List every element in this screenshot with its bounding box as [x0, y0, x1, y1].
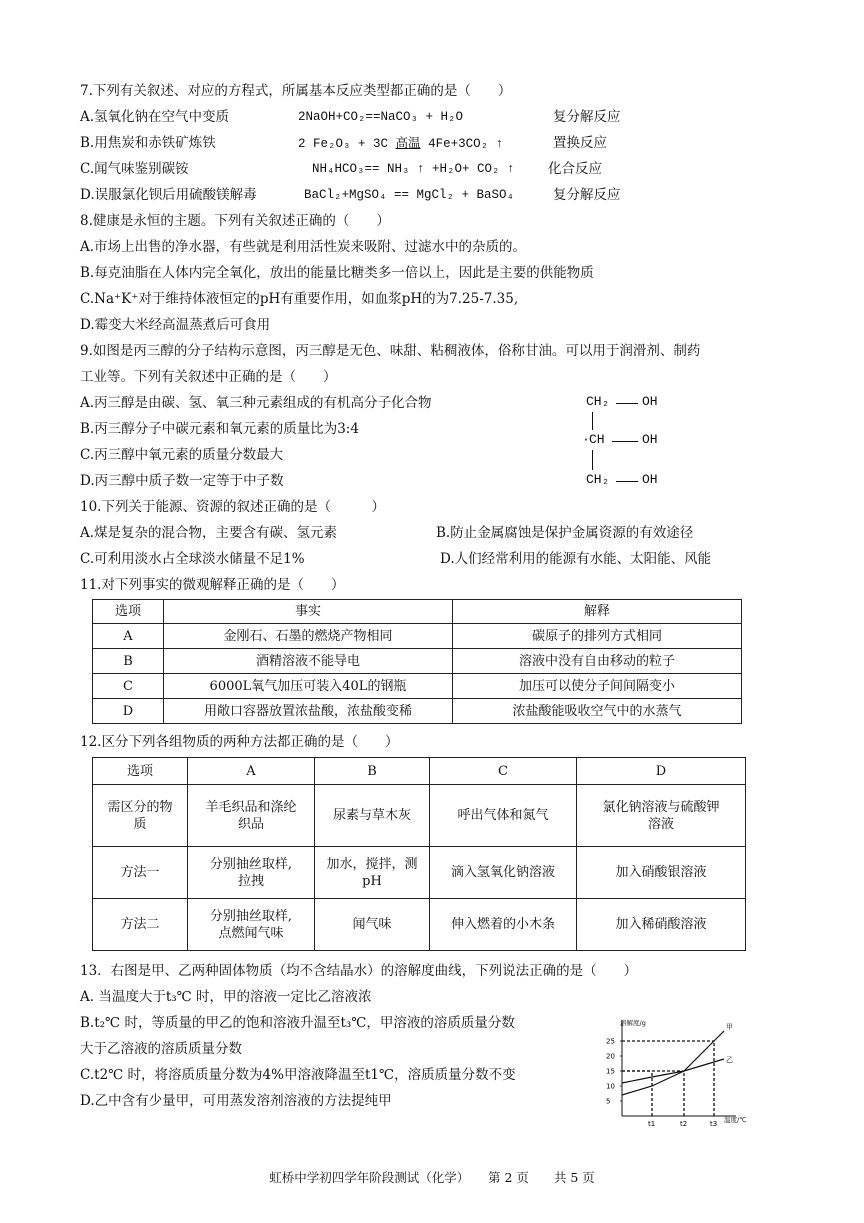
- q13-option-a: A. 当温度大于t₃℃ 时，甲的溶液一定比乙溶液浓: [80, 989, 372, 1005]
- table-row: [93, 674, 742, 699]
- q11-header-explanation: 解释: [453, 600, 742, 624]
- q12-header-d: D: [577, 758, 746, 785]
- q11-cell: 溶液中没有自由移动的粒子: [453, 649, 742, 674]
- x-tick-label: t1: [648, 1120, 656, 1128]
- q12-cell: [577, 899, 746, 951]
- structure-oh-middle: OH: [642, 432, 658, 447]
- cell-line: 织品: [237, 816, 264, 832]
- q12-cell: [188, 785, 315, 847]
- bond-top-oh: [616, 403, 638, 404]
- q12-cell: [430, 899, 577, 951]
- q12-cell: [430, 785, 577, 847]
- cell-line: 加入硝酸银溶液: [615, 865, 707, 880]
- q11-table: [92, 599, 742, 724]
- q7-option-c-type: 化合反应: [548, 161, 602, 177]
- y-axis-label: 溶解度/g: [620, 1019, 646, 1027]
- q7-option-a-equation: 2NaOH+CO₂==NaCO₃ + H₂O: [298, 110, 464, 124]
- q13-stem: 13．右图是甲、乙两种固体物质（均不含结晶水）的溶解度曲线，下列说法正确的是（ ）: [80, 963, 638, 979]
- cell-line: 分别抽丝取样,: [209, 856, 293, 872]
- cell-line: 加入稀硝酸溶液: [615, 917, 707, 932]
- x-tick-label: t3: [710, 1120, 718, 1128]
- q9-stem-line1: 9.如图是丙三醇的分子结构示意图，丙三醇是无色、味甜、粘稠液体，俗称甘油。可以用于润滑剂、制药: [80, 343, 701, 359]
- table-row: [93, 649, 742, 674]
- q7-option-d: D.误服氯化钡后用硫酸镁解毒: [80, 187, 257, 203]
- q12-header-b: B: [315, 758, 430, 785]
- q11-cell: 碳原子的排列方式相同: [453, 624, 742, 649]
- x-axis-label: 温度/℃: [724, 1116, 747, 1124]
- q11-header-fact: 事实: [164, 600, 453, 624]
- q7-option-a-type: 复分解反应: [553, 109, 621, 125]
- series-label: 乙: [726, 1056, 733, 1064]
- q11-cell: C: [93, 674, 164, 699]
- cell-line: 滴入氢氧化钠溶液: [450, 865, 555, 880]
- q11-header-option: 选项: [93, 600, 164, 624]
- cell-line: 溶液: [647, 816, 674, 832]
- q7-stem: 7.下列有关叙述、对应的方程式，所属基本反应类型都正确的是（ ）: [80, 83, 512, 99]
- table-row: [93, 699, 742, 724]
- q12-cell: [93, 899, 188, 951]
- q10-option-d: D.人们经常利用的能源有水能、太阳能、风能: [440, 551, 712, 567]
- q11-cell: B: [93, 649, 164, 674]
- table-header-row: [93, 600, 742, 624]
- q11-cell: 6000L氧气加压可装入40L的钢瓶: [164, 674, 453, 699]
- bond-middle-oh: [612, 441, 638, 442]
- q13-option-b-line1: B.t₂℃ 时，等质量的甲乙的饱和溶液升温至t₃℃，甲溶液的溶质质量分数: [80, 1015, 515, 1031]
- y-tick-label: 25: [606, 1037, 615, 1046]
- glycerol-structure: [582, 394, 676, 494]
- cell-line: 呼出气体和氮气: [457, 808, 549, 823]
- y-tick-label: 15: [606, 1067, 615, 1076]
- q7-b-eq-condition: 高温: [395, 135, 421, 150]
- q12-header-c: C: [430, 758, 577, 785]
- q11-cell: 酒精溶液不能导电: [164, 649, 453, 674]
- q7-b-eq-right: 4Fe+3CO₂ ↑: [428, 137, 504, 151]
- table-row: [93, 785, 746, 847]
- q10-option-b: B.防止金属腐蚀是保护金属资源的有效途径: [436, 525, 694, 541]
- cell-line: 质: [133, 816, 147, 832]
- q9-option-c: C.丙三醇中氧元素的质量分数最大: [80, 447, 284, 463]
- cell-line: 氯化钠溶液与硫酸钾: [602, 799, 720, 815]
- q11-cell: A: [93, 624, 164, 649]
- q8-option-d: D.霉变大米经高温蒸煮后可食用: [80, 317, 271, 333]
- table-row: [93, 899, 746, 951]
- q7-option-d-type: 复分解反应: [553, 187, 621, 203]
- cell-line: 分别抽丝取样,: [209, 908, 293, 924]
- page-footer: 虹桥中学初四学年阶段测试（化学） 第 2 页 共 5 页: [269, 1170, 595, 1185]
- q12-cell: [188, 847, 315, 899]
- y-tick-label: 20: [606, 1052, 615, 1061]
- y-tick-label: 10: [606, 1082, 615, 1091]
- q7-b-eq-left: 2 Fe₂O₃ + 3C: [298, 137, 389, 151]
- cell-line: 方法一: [120, 865, 160, 880]
- q7-option-a: A.氢氧化钠在空气中变质: [80, 109, 230, 125]
- bond-c1-c2: [592, 412, 593, 430]
- structure-oh-bottom: OH: [642, 472, 658, 487]
- cell-line: 尿素与草木灰: [332, 808, 411, 823]
- structure-ch-middle: CH: [589, 432, 605, 447]
- q12-cell: [430, 847, 577, 899]
- q9-option-b: B.丙三醇分子中碳元素和氧元素的质量比为3:4: [80, 421, 359, 437]
- q12-header-a: A: [188, 758, 315, 785]
- cell-line: 拉拽: [237, 873, 264, 889]
- cell-line: 方法二: [120, 917, 160, 932]
- q7-option-d-equation: BaCl₂+MgSO₄ == MgCl₂ + BaSO₄: [304, 188, 515, 202]
- q12-cell: [577, 847, 746, 899]
- q13-option-b-line2: 大于乙溶液的溶质质量分数: [80, 1041, 242, 1057]
- structure-oh-top: OH: [642, 394, 658, 409]
- q12-cell: [315, 899, 430, 951]
- q10-option-a: A.煤是复杂的混合物，主要含有碳、氢元素: [80, 525, 338, 541]
- q11-stem: 11.对下列事实的微观解释正确的是（ ）: [80, 577, 345, 593]
- q12-stem: 12.区分下列各组物质的两种方法都正确的是（ ）: [80, 734, 399, 750]
- cell-line: 闻气味: [352, 917, 392, 932]
- q8-option-a: A.市场上出售的净水器，有些就是利用活性炭来吸附、过滤水中的杂质的。: [80, 239, 527, 255]
- structure-ch2-top: CH₂: [586, 394, 610, 409]
- q8-option-c: C.Na⁺K⁺对于维持体液恒定的pH有重要作用，如血浆pH的为7.25-7.35,: [80, 291, 519, 307]
- q9-stem-line2: 工业等。下列有关叙述中正确的是（ ）: [80, 369, 337, 385]
- q12-cell: [188, 899, 315, 951]
- cell-line: 点燃闻气味: [218, 925, 284, 941]
- structure-ch2-bottom: CH₂: [586, 472, 610, 487]
- q12-cell: [93, 785, 188, 847]
- q12-cell: [315, 847, 430, 899]
- q12-header-option: 选项: [93, 758, 188, 785]
- q7-option-c: C.闻气味鉴别碳铵: [80, 161, 189, 177]
- q12-table: [92, 757, 746, 951]
- table-row: [93, 847, 746, 899]
- table-row: [93, 624, 742, 649]
- y-tick-label: 5: [606, 1097, 611, 1106]
- cell-line: pH: [362, 873, 382, 889]
- cell-line: 羊毛织品和涤纶: [205, 799, 297, 815]
- q7-option-b-type: 置换反应: [553, 135, 607, 151]
- q7-option-c-equation: NH₄HCO₃== NH₃ ↑ +H₂O+ CO₂ ↑: [312, 162, 515, 176]
- x-tick-label: t2: [680, 1120, 688, 1128]
- q9-option-a: A.丙三醇是由碳、氢、氧三种元素组成的有机高分子化合物: [80, 395, 432, 411]
- q12-cell: [577, 785, 746, 847]
- cell-line: 需区分的物: [107, 799, 173, 815]
- q7-option-b: B.用焦炭和赤铁矿炼铁: [80, 135, 216, 151]
- q13-option-c: C.t2℃ 时，将溶质质量分数为4%甲溶液降温至t1℃，溶质质量分数不变: [80, 1067, 516, 1083]
- q9-option-d: D.丙三醇中质子数一定等于中子数: [80, 473, 284, 489]
- solubility-chart: [600, 1012, 748, 1130]
- cell-line: 加水，搅拌，测: [326, 856, 418, 872]
- table-header-row: [93, 758, 746, 785]
- q8-option-b: B.每克油脂在人体内完全氧化，放出的能量比糖类多一倍以上，因此是主要的供能物质: [80, 265, 594, 281]
- q10-stem: 10.下列关于能源、资源的叙述正确的是（ ）: [80, 499, 385, 515]
- q11-cell: 用敞口容器放置浓盐酸，浓盐酸变稀: [164, 699, 453, 724]
- q11-cell: 金刚石、石墨的燃烧产物相同: [164, 624, 453, 649]
- structure-dot: ·: [582, 432, 590, 447]
- cell-line: 伸入燃着的小木条: [450, 917, 555, 932]
- q11-cell: 加压可以使分子间间隔变小: [453, 674, 742, 699]
- q13-option-d: D.乙中含有少量甲，可用蒸发溶剂溶液的方法提纯甲: [80, 1093, 392, 1109]
- q10-option-c: C.可利用淡水占全球淡水储量不足1%: [80, 551, 305, 567]
- bond-c2-c3: [592, 450, 593, 470]
- q7-option-b-equation: [298, 134, 503, 153]
- q12-cell: [93, 847, 188, 899]
- series-label: 甲: [726, 1023, 733, 1031]
- q11-cell: D: [93, 699, 164, 724]
- q8-stem: 8.健康是永恒的主题。下列有关叙述正确的（ ）: [80, 213, 390, 229]
- bond-bottom-oh: [616, 481, 638, 482]
- q11-cell: 浓盐酸能吸收空气中的水蒸气: [453, 699, 742, 724]
- q12-cell: [315, 785, 430, 847]
